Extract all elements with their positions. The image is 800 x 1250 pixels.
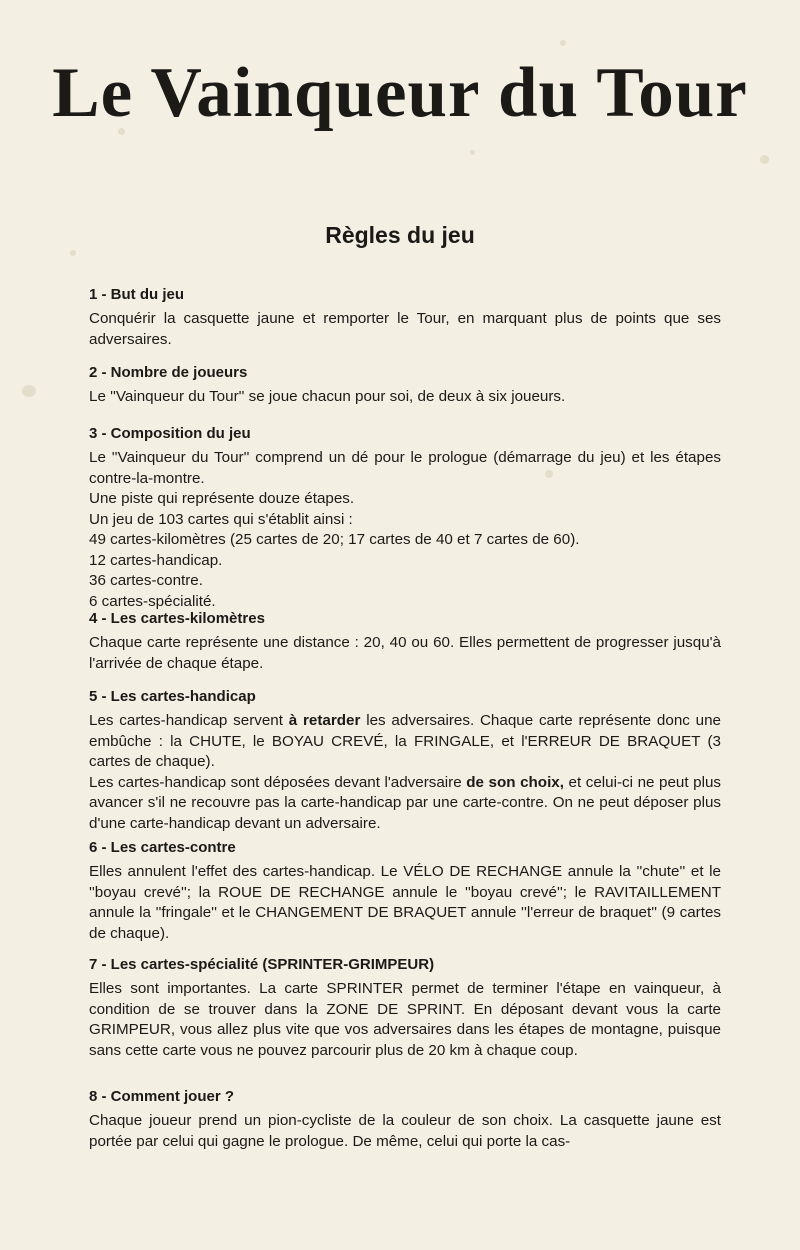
section-heading: 4 - Les cartes-kilomètres <box>89 610 265 627</box>
section-text <box>89 773 721 835</box>
emphasis-text: à retarder <box>288 712 361 729</box>
section-text: Conquérir la casquette jaune et remporter le Tour, en marquant plus de points que ses adversaires. <box>89 310 721 348</box>
text-run: Les cartes-handicap sont déposées devant l'adversaire <box>89 773 467 791</box>
section-heading: 2 - Nombre de joueurs <box>89 364 248 381</box>
section-heading: 1 - But du jeu <box>89 286 184 303</box>
section-heading: 7 - Les cartes-spécialité (SPRINTER-GRIMPEUR) <box>89 956 435 973</box>
section-but-du-jeu <box>89 285 721 350</box>
section-text: Elles sont importantes. La carte SPRINTER permet de terminer l'étape en vainqueur, à condition de se trouver dans la ZONE DE SPRINT. En déposant devant vous la carte GRIMPEUR, vous allez plus vite que vos adversaires dans les étapes de montagne, puisque sans cette carte vous ne pouvez parcourir plus de 20 km à chaque coup. <box>89 980 721 1059</box>
section-heading: 3 - Composition du jeu <box>89 425 251 442</box>
section-text: Chaque carte représente une distance : 20, 40 ou 60. Elles permettent de progresser jusqu'à l'arrivée de chaque étape. <box>89 634 721 672</box>
section-heading: 6 - Les cartes-contre <box>89 839 236 856</box>
page-subtitle: Règles du jeu <box>325 222 475 248</box>
composition-line: 6 cartes-spécialité. <box>89 592 216 610</box>
section-composition-du-jeu <box>89 424 721 612</box>
section-text: Chaque joueur prend un pion-cycliste de la couleur de son choix. La casquette jaune est portée par celui qui gagne le prologue. De même, celui qui porte la cas- <box>89 1112 721 1150</box>
section-cartes-handicap <box>89 687 721 834</box>
section-heading: 8 - Comment jouer ? <box>89 1088 235 1105</box>
page-title: Le Vainqueur du Tour <box>52 54 748 132</box>
composition-line: 12 cartes-handicap. <box>89 551 223 569</box>
composition-line: 36 cartes-contre. <box>89 572 203 589</box>
composition-line: 49 cartes-kilomètres (25 cartes de 20; 17 cartes de 40 et 7 cartes de 60). <box>89 531 580 548</box>
composition-line: Le ''Vainqueur du Tour'' comprend un dé pour le prologue (démarrage du jeu) et les étapes contre-la-montre. <box>89 449 721 487</box>
composition-line: Une piste qui représente douze étapes. <box>89 490 355 507</box>
section-cartes-kilometres <box>89 609 721 674</box>
section-heading: 5 - Les cartes-handicap <box>89 688 256 705</box>
text-run: les adversaires. Chaque carte représente donc une embûche : la CHUTE, le BOYAU CREVÉ, la FRINGALE, et l'ERREUR DE BRAQUET (3 cartes de chaque). <box>89 712 721 770</box>
text-run: et celui-ci ne peut plus avancer s'il ne recouvre pas la carte-handicap par une carte-contre. On ne peut déposer plus d'une carte-handicap devant un adversaire. <box>89 773 721 832</box>
section-text: Elles annulent l'effet des cartes-handicap. Le VÉLO DE RECHANGE annule la ''chute'' et le ''boyau crevé''; la ROUE DE RECHANGE annule le ''boyau crevé''; le RAVITAILLEMENT annule la ''fringale'' et le CHANGEMENT DE BRAQUET annule ''l'erreur de braquet'' (9 cartes de chaque). <box>89 863 721 942</box>
composition-line: Un jeu de 103 cartes qui s'établit ainsi : <box>89 510 353 528</box>
section-text: Le ''Vainqueur du Tour'' se joue chacun pour soi, de deux à six joueurs. <box>89 388 566 405</box>
section-nombre-de-joueurs <box>89 363 721 408</box>
section-text <box>89 711 721 773</box>
section-cartes-specialite <box>89 955 721 1061</box>
text-run: Les cartes-handicap servent <box>89 712 289 729</box>
section-comment-jouer <box>89 1087 721 1152</box>
section-cartes-contre <box>89 838 721 944</box>
section-text <box>89 448 721 612</box>
emphasis-text: de son choix, <box>466 773 564 791</box>
